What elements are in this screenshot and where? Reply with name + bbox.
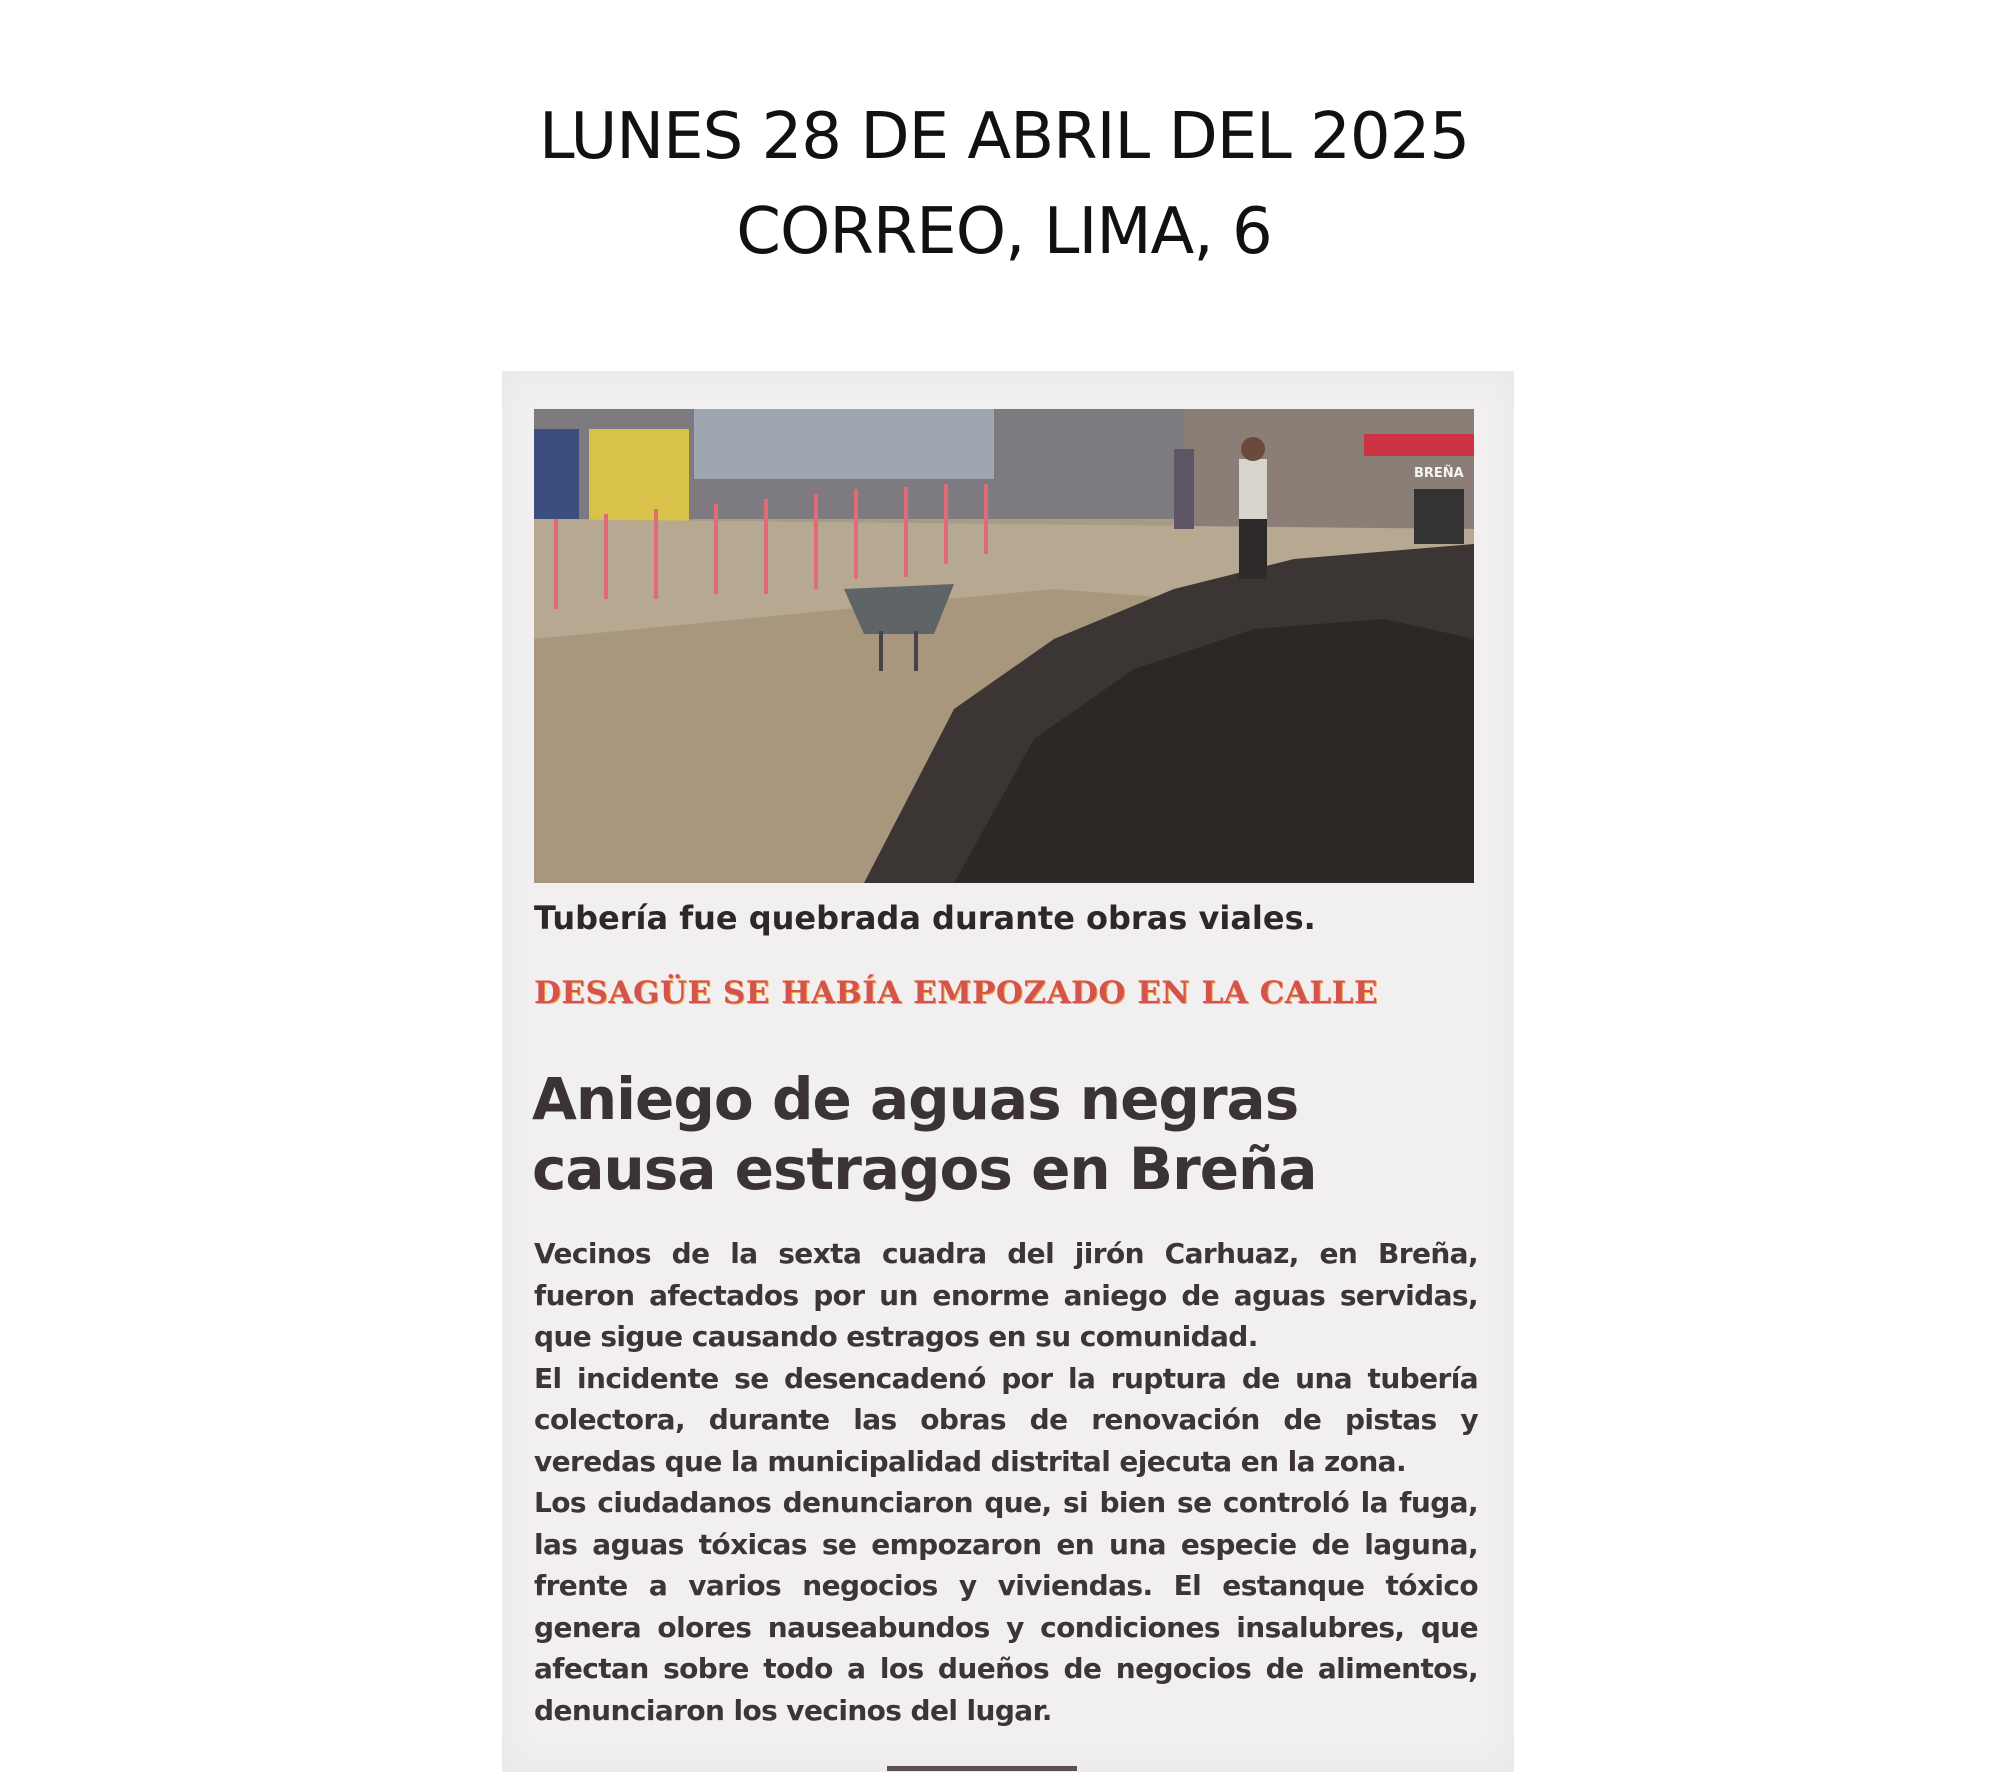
headline-line-1: Aniego de aguas negras <box>532 1065 1299 1133</box>
headline-line-2: causa estragos en Breña <box>532 1135 1317 1203</box>
clipping-date: LUNES 28 DE ABRIL DEL 2025 <box>538 100 1470 174</box>
article-end-rule <box>887 1766 1077 1771</box>
article-kicker: DESAGÜE SE HABÍA EMPOZADO EN LA CALLE <box>534 975 1379 1011</box>
newspaper-clipping <box>502 371 1514 1772</box>
street-excavation-photo-icon <box>534 409 1474 883</box>
svg-text:BREÑA: BREÑA <box>1414 466 1464 481</box>
article-headline <box>532 1064 1492 1204</box>
article-paragraph-3: Los ciudadanos denunciaron que, si bien se controló la fuga, las aguas tóxicas se empozaron en una especie de laguna, frente a varios negocios y viviendas. El estanque tóxico genera olores nauseabundos y condiciones insalubres, que afectan sobre todo a los dueños de negocios de alimentos, denunciaron los vecinos del lugar. <box>534 1486 1478 1727</box>
article-body <box>534 1233 1478 1731</box>
article-photo <box>534 409 1474 883</box>
photo-caption: Tubería fue quebrada durante obras viales. <box>534 899 1316 937</box>
article-paragraph-2: El incidente se desencadenó por la ruptura de una tubería colectora, durante las obras de renovación de pistas y veredas que la municipalidad distrital ejecuta en la zona. <box>534 1361 1478 1478</box>
article-paragraph-1: Vecinos de la sexta cuadra del jirón Carhuaz, en Breña, fueron afectados por un enorme aniego de aguas servidas, que sigue causando estragos en su comunidad. <box>534 1237 1478 1353</box>
clipping-source: CORREO, LIMA, 6 <box>736 195 1272 269</box>
